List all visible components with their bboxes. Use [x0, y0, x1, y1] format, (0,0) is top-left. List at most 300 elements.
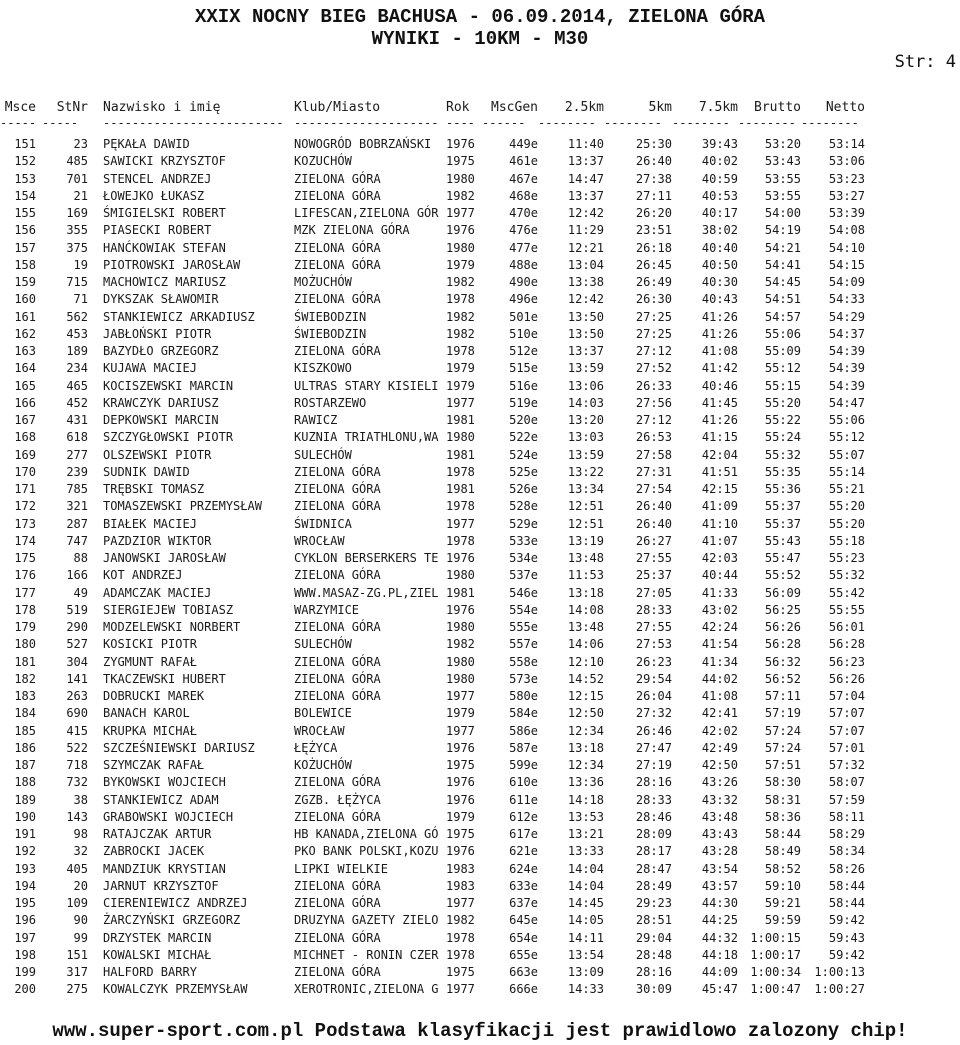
cell-brutto: 59:59: [764, 913, 801, 928]
sep-brutto: --------: [738, 117, 796, 129]
cell-5km: 26:40: [635, 516, 672, 531]
cell-mscgen: 546e: [509, 585, 538, 600]
cell-stnr: 88: [73, 551, 88, 565]
cell-2-5km: 12:42: [567, 292, 604, 307]
footer-note: www.super-sport.com.pl Podstawa klasyfikacji jest prawidlowo zalozony chip!: [52, 1020, 908, 1042]
cell-club: DRUZYNA GAZETY ZIELO: [294, 913, 439, 928]
cell-2-5km: 13:59: [567, 361, 604, 376]
table-header: [0, 99, 960, 116]
cell-brutto: 57:24: [764, 740, 801, 755]
cell-name: ADAMCZAK MACIEJ: [103, 585, 212, 600]
cell-msce: 182: [14, 671, 36, 686]
cell-mscgen: 599e: [509, 758, 538, 772]
cell-2-5km: 13:18: [567, 740, 604, 755]
cell-msce: 175: [14, 551, 36, 565]
cell-msce: 156: [14, 223, 36, 238]
cell-2-5km: 13:09: [567, 965, 604, 979]
cell-7-5km: 40:02: [701, 154, 738, 169]
cell-rok: 1982: [446, 326, 475, 341]
cell-7-5km: 42:50: [701, 758, 738, 772]
cell-mscgen: 534e: [509, 551, 538, 565]
cell-club: PKO BANK POLSKI,KOZU: [294, 844, 439, 859]
cell-stnr: 431: [66, 413, 88, 427]
cell-5km: 26:20: [635, 206, 672, 220]
cell-5km: 26:40: [635, 154, 672, 169]
cell-brutto: 55:22: [764, 413, 801, 427]
cell-netto: 55:42: [828, 585, 865, 600]
cell-rok: 1981: [446, 447, 475, 462]
cell-club: ZIELONA GÓRA: [294, 671, 381, 686]
cell-5km: 27:55: [635, 620, 672, 634]
table-row: [0, 602, 960, 619]
table-row: [0, 636, 960, 653]
cell-5km: 27:52: [635, 361, 672, 376]
cell-brutto: 56:25: [764, 602, 801, 617]
cell-club: ZIELONA GÓRA: [294, 654, 381, 669]
cell-club: ŚWIEBODZIN: [294, 309, 367, 324]
cell-5km: 27:32: [635, 706, 672, 721]
table-row: [0, 688, 960, 705]
cell-5km: 28:33: [635, 602, 672, 617]
cell-stnr: 715: [66, 275, 88, 289]
cell-5km: 27:55: [635, 551, 672, 565]
cell-name: STENCEL ANDRZEJ: [103, 171, 212, 186]
table-row: [0, 774, 960, 791]
cell-rok: 1977: [446, 395, 475, 410]
cell-rok: 1975: [446, 827, 475, 841]
table-row: [0, 326, 960, 343]
cell-stnr: 290: [66, 620, 88, 634]
cell-7-5km: 41:34: [701, 654, 738, 669]
cell-2-5km: 13:20: [567, 413, 604, 427]
table-row: [0, 843, 960, 860]
cell-rok: 1978: [446, 947, 475, 962]
cell-netto: 55:21: [828, 482, 865, 496]
cell-name: SZYMCZAK RAFAŁ: [103, 758, 205, 772]
cell-mscgen: 528e: [509, 499, 538, 514]
cell-netto: 57:07: [828, 723, 865, 738]
cell-7-5km: 41:26: [701, 326, 738, 341]
cell-7-5km: 38:02: [701, 223, 738, 238]
cell-7-5km: 40:59: [701, 171, 738, 186]
col-2-5km: 2.5km: [564, 100, 604, 115]
cell-rok: 1978: [446, 533, 475, 548]
cell-mscgen: 533e: [509, 533, 538, 548]
table-row: [0, 671, 960, 688]
cell-2-5km: 14:03: [567, 395, 604, 410]
cell-netto: 55:20: [828, 516, 865, 531]
cell-club: WROCŁAW: [294, 723, 345, 738]
cell-2-5km: 13:37: [567, 344, 604, 358]
col-rok: Rok: [446, 100, 470, 115]
cell-name: KUJAWA MACIEJ: [103, 361, 197, 376]
cell-brutto: 55:43: [764, 533, 801, 548]
cell-netto: 58:26: [828, 861, 865, 876]
cell-brutto: 1:00:34: [750, 965, 801, 979]
table-row: [0, 222, 960, 239]
cell-club: ŚWIEBODZIN: [294, 326, 367, 341]
cell-mscgen: 573e: [509, 671, 538, 686]
cell-netto: 54:08: [828, 223, 865, 238]
table-row: [0, 498, 960, 515]
cell-netto: 54:29: [828, 309, 865, 324]
table-row: [0, 481, 960, 498]
cell-netto: 59:43: [828, 930, 865, 945]
cell-rok: 1978: [446, 930, 475, 945]
cell-7-5km: 41:45: [701, 395, 738, 410]
cell-name: MACHOWICZ MARIUSZ: [103, 275, 226, 289]
cell-rok: 1978: [446, 499, 475, 514]
cell-rok: 1975: [446, 758, 475, 772]
cell-stnr: 452: [66, 395, 88, 410]
cell-club: KOŻUCHÓW: [294, 758, 352, 772]
cell-2-5km: 14:06: [567, 637, 604, 652]
cell-stnr: 304: [66, 654, 88, 669]
cell-7-5km: 40:30: [701, 275, 738, 289]
cell-netto: 57:07: [828, 706, 865, 721]
cell-7-5km: 41:42: [701, 361, 738, 376]
cell-mscgen: 468e: [509, 188, 538, 203]
cell-brutto: 58:31: [764, 792, 801, 807]
cell-stnr: 465: [66, 378, 88, 393]
cell-netto: 58:11: [828, 809, 865, 824]
cell-mscgen: 520e: [509, 413, 538, 427]
cell-name: ŚMIGIELSKI ROBERT: [103, 206, 226, 220]
cell-brutto: 55:06: [764, 326, 801, 341]
cell-club: ZIELONA GÓRA: [294, 292, 381, 307]
cell-stnr: 527: [66, 637, 88, 652]
cell-name: SIERGIEJEW TOBIASZ: [103, 602, 234, 617]
cell-name: ŻARCZYŃSKI GRZEGORZ: [103, 913, 241, 928]
cell-rok: 1980: [446, 654, 475, 669]
cell-mscgen: 612e: [509, 809, 538, 824]
cell-2-5km: 13:21: [567, 827, 604, 841]
cell-brutto: 55:15: [764, 378, 801, 393]
cell-2-5km: 13:38: [567, 275, 604, 289]
sep-club: --------------------: [294, 117, 439, 129]
cell-netto: 57:59: [828, 792, 865, 807]
cell-stnr: 151: [66, 947, 88, 962]
cell-brutto: 58:36: [764, 809, 801, 824]
cell-name: KOWALCZYK PRZEMYSŁAW: [103, 982, 248, 997]
cell-2-5km: 13:50: [567, 326, 604, 341]
cell-2-5km: 14:04: [567, 878, 604, 893]
page-subtitle: WYNIKI - 10KM - M30: [371, 28, 589, 50]
cell-stnr: 485: [66, 154, 88, 169]
cell-msce: 200: [14, 982, 36, 997]
cell-netto: 57:01: [828, 740, 865, 755]
cell-5km: 29:54: [635, 671, 672, 686]
cell-mscgen: 645e: [509, 913, 538, 928]
cell-mscgen: 655e: [509, 947, 538, 962]
cell-netto: 1:00:27: [814, 982, 865, 997]
cell-7-5km: 41:08: [701, 344, 738, 358]
cell-7-5km: 39:43: [701, 137, 738, 151]
sep-2-5km: --------: [538, 117, 596, 129]
cell-brutto: 57:19: [764, 706, 801, 721]
table-row: [0, 429, 960, 446]
col-msce: Msce: [4, 100, 36, 115]
cell-msce: 197: [14, 930, 36, 945]
table-row: [0, 740, 960, 757]
cell-netto: 54:47: [828, 395, 865, 410]
cell-brutto: 55:20: [764, 395, 801, 410]
cell-brutto: 55:24: [764, 430, 801, 445]
cell-2-5km: 12:42: [567, 206, 604, 220]
cell-msce: 198: [14, 947, 36, 962]
cell-club: XEROTRONIC,ZIELONA G: [294, 982, 439, 997]
cell-rok: 1982: [446, 188, 475, 203]
cell-stnr: 785: [66, 482, 88, 496]
cell-name: SAWICKI KRZYSZTOF: [103, 154, 226, 169]
cell-netto: 53:39: [828, 206, 865, 220]
cell-name: OLSZEWSKI PIOTR: [103, 447, 212, 462]
cell-stnr: 143: [66, 809, 88, 824]
col-netto: Netto: [825, 100, 865, 115]
cell-msce: 164: [14, 361, 36, 376]
cell-7-5km: 40:44: [701, 568, 738, 583]
cell-rok: 1980: [446, 620, 475, 634]
cell-netto: 53:14: [828, 137, 865, 151]
cell-rok: 1981: [446, 482, 475, 496]
cell-mscgen: 611e: [509, 792, 538, 807]
cell-name: HANĆKOWIAK STEFAN: [103, 240, 226, 255]
table-row: [0, 516, 960, 533]
table-row: [0, 809, 960, 826]
sep-netto: --------: [801, 117, 859, 129]
cell-brutto: 58:44: [764, 827, 801, 841]
cell-7-5km: 41:07: [701, 533, 738, 548]
cell-5km: 28:09: [635, 827, 672, 841]
cell-rok: 1983: [446, 861, 475, 876]
cell-rok: 1982: [446, 309, 475, 324]
cell-club: ROSTARZEWO: [294, 395, 367, 410]
cell-msce: 157: [14, 240, 36, 255]
cell-msce: 165: [14, 378, 36, 393]
cell-7-5km: 41:33: [701, 585, 738, 600]
cell-netto: 54:33: [828, 292, 865, 307]
cell-stnr: 453: [66, 326, 88, 341]
cell-2-5km: 13:53: [567, 809, 604, 824]
cell-netto: 53:27: [828, 188, 865, 203]
cell-brutto: 54:21: [764, 240, 801, 255]
cell-5km: 27:05: [635, 585, 672, 600]
cell-stnr: 263: [66, 689, 88, 703]
cell-stnr: 38: [73, 792, 88, 807]
cell-5km: 26:46: [635, 723, 672, 738]
cell-stnr: 562: [66, 309, 88, 324]
cell-2-5km: 12:10: [567, 654, 604, 669]
cell-7-5km: 43:43: [701, 827, 738, 841]
cell-name: KOCISZEWSKI MARCIN: [103, 378, 234, 393]
cell-name: ZABROCKI JACEK: [103, 844, 205, 859]
col-7-5km: 7.5km: [698, 100, 738, 115]
cell-mscgen: 501e: [509, 309, 538, 324]
cell-club: ZIELONA GÓRA: [294, 689, 381, 703]
cell-7-5km: 43:57: [701, 878, 738, 893]
cell-netto: 56:26: [828, 671, 865, 686]
cell-name: KRAWCZYK DARIUSZ: [103, 395, 219, 410]
cell-brutto: 54:41: [764, 257, 801, 272]
cell-mscgen: 554e: [509, 602, 538, 617]
table-row: [0, 412, 960, 429]
cell-msce: 189: [14, 792, 36, 807]
cell-club: ZGZB. ŁĘŻYCA: [294, 792, 381, 807]
cell-7-5km: 40:17: [701, 206, 738, 220]
cell-msce: 166: [14, 395, 36, 410]
cell-netto: 55:06: [828, 413, 865, 427]
cell-club: WWW.MASAZ-ZG.PL,ZIEL: [294, 585, 439, 600]
cell-brutto: 57:11: [764, 689, 801, 703]
cell-5km: 29:23: [635, 896, 672, 910]
cell-brutto: 1:00:17: [750, 947, 801, 962]
cell-club: ZIELONA GÓRA: [294, 809, 381, 824]
cell-mscgen: 488e: [509, 257, 538, 272]
cell-club: ZIELONA GÓRA: [294, 464, 381, 479]
cell-2-5km: 13:04: [567, 257, 604, 272]
cell-mscgen: 584e: [509, 706, 538, 721]
table-row: [0, 171, 960, 188]
cell-7-5km: 40:43: [701, 292, 738, 307]
cell-2-5km: 13:37: [567, 188, 604, 203]
cell-brutto: 59:21: [764, 896, 801, 910]
cell-stnr: 275: [66, 982, 88, 997]
cell-msce: 174: [14, 533, 36, 548]
cell-msce: 177: [14, 585, 36, 600]
cell-2-5km: 13:59: [567, 447, 604, 462]
cell-stnr: 732: [66, 775, 88, 790]
cell-mscgen: 470e: [509, 206, 538, 220]
cell-msce: 171: [14, 482, 36, 496]
cell-rok: 1976: [446, 602, 475, 617]
cell-5km: 27:38: [635, 171, 672, 186]
cell-mscgen: 586e: [509, 723, 538, 738]
cell-7-5km: 40:40: [701, 240, 738, 255]
cell-mscgen: 537e: [509, 568, 538, 583]
cell-name: HALFORD BARRY: [103, 965, 197, 979]
cell-club: ZIELONA GÓRA: [294, 965, 381, 979]
cell-brutto: 54:45: [764, 275, 801, 289]
cell-name: DEPKOWSKI MARCIN: [103, 413, 219, 427]
cell-name: TRĘBSKI TOMASZ: [103, 482, 205, 496]
cell-name: PIOTROWSKI JAROSŁAW: [103, 257, 241, 272]
cell-5km: 25:30: [635, 137, 672, 151]
cell-msce: 151: [14, 137, 36, 151]
cell-5km: 28:16: [635, 775, 672, 790]
cell-rok: 1980: [446, 171, 475, 186]
cell-name: MODZELEWSKI NORBERT: [103, 620, 241, 634]
cell-name: BIAŁEK MACIEJ: [103, 516, 197, 531]
cell-msce: 161: [14, 309, 36, 324]
cell-rok: 1979: [446, 361, 475, 376]
cell-club: ZIELONA GÓRA: [294, 344, 381, 358]
cell-rok: 1979: [446, 809, 475, 824]
cell-msce: 192: [14, 844, 36, 859]
cell-name: SZCZYGŁOWSKI PIOTR: [103, 430, 234, 445]
cell-name: BYKOWSKI WOJCIECH: [103, 775, 226, 790]
cell-rok: 1976: [446, 844, 475, 859]
cell-2-5km: 12:34: [567, 758, 604, 772]
cell-name: KOSICKI PIOTR: [103, 637, 197, 652]
cell-5km: 29:04: [635, 930, 672, 945]
cell-rok: 1975: [446, 154, 475, 169]
cell-stnr: 277: [66, 447, 88, 462]
cell-netto: 55:12: [828, 430, 865, 445]
cell-5km: 26:27: [635, 533, 672, 548]
cell-brutto: 56:28: [764, 637, 801, 652]
cell-stnr: 321: [66, 499, 88, 514]
cell-5km: 27:25: [635, 309, 672, 324]
cell-7-5km: 42:03: [701, 551, 738, 565]
cell-2-5km: 13:06: [567, 378, 604, 393]
cell-name: PAZDZIOR WIKTOR: [103, 533, 212, 548]
cell-stnr: 166: [66, 568, 88, 583]
cell-mscgen: 529e: [509, 516, 538, 531]
cell-name: RATAJCZAK ARTUR: [103, 827, 212, 841]
cell-msce: 162: [14, 326, 36, 341]
cell-stnr: 21: [73, 188, 88, 203]
cell-5km: 28:48: [635, 947, 672, 962]
cell-msce: 159: [14, 275, 36, 289]
cell-mscgen: 519e: [509, 395, 538, 410]
cell-msce: 194: [14, 878, 36, 893]
cell-7-5km: 44:30: [701, 896, 738, 910]
cell-name: KRUPKA MICHAŁ: [103, 723, 197, 738]
cell-5km: 27:12: [635, 413, 672, 427]
cell-brutto: 55:37: [764, 516, 801, 531]
cell-netto: 55:07: [828, 447, 865, 462]
cell-name: MANDZIUK KRYSTIAN: [103, 861, 226, 876]
cell-stnr: 618: [66, 430, 88, 445]
cell-brutto: 56:26: [764, 620, 801, 634]
cell-rok: 1979: [446, 706, 475, 721]
cell-stnr: 519: [66, 602, 88, 617]
cell-2-5km: 14:45: [567, 896, 604, 910]
cell-netto: 53:06: [828, 154, 865, 169]
cell-5km: 27:12: [635, 344, 672, 358]
table-row: [0, 360, 960, 377]
cell-rok: 1977: [446, 516, 475, 531]
cell-rok: 1980: [446, 671, 475, 686]
table-row: [0, 533, 960, 550]
cell-netto: 54:39: [828, 344, 865, 358]
cell-2-5km: 13:34: [567, 482, 604, 496]
sep-mscgen: ------: [482, 117, 526, 129]
cell-netto: 54:39: [828, 361, 865, 376]
cell-mscgen: 510e: [509, 326, 538, 341]
cell-msce: 154: [14, 188, 36, 203]
cell-msce: 176: [14, 568, 36, 583]
cell-stnr: 99: [73, 930, 88, 945]
cell-mscgen: 515e: [509, 361, 538, 376]
cell-7-5km: 42:49: [701, 740, 738, 755]
table-row: [0, 567, 960, 584]
cell-mscgen: 610e: [509, 775, 538, 790]
cell-5km: 28:51: [635, 913, 672, 928]
cell-msce: 170: [14, 464, 36, 479]
cell-brutto: 53:55: [764, 171, 801, 186]
cell-stnr: 405: [66, 861, 88, 876]
cell-mscgen: 587e: [509, 740, 538, 755]
cell-7-5km: 43:48: [701, 809, 738, 824]
cell-5km: 27:47: [635, 740, 672, 755]
cell-name: STANKIEWICZ ARKADIUSZ: [103, 309, 255, 324]
cell-mscgen: 449e: [509, 137, 538, 151]
cell-club: CYKLON BERSERKERS TE: [294, 551, 439, 565]
cell-mscgen: 557e: [509, 637, 538, 652]
cell-brutto: 54:00: [764, 206, 801, 220]
cell-brutto: 58:52: [764, 861, 801, 876]
